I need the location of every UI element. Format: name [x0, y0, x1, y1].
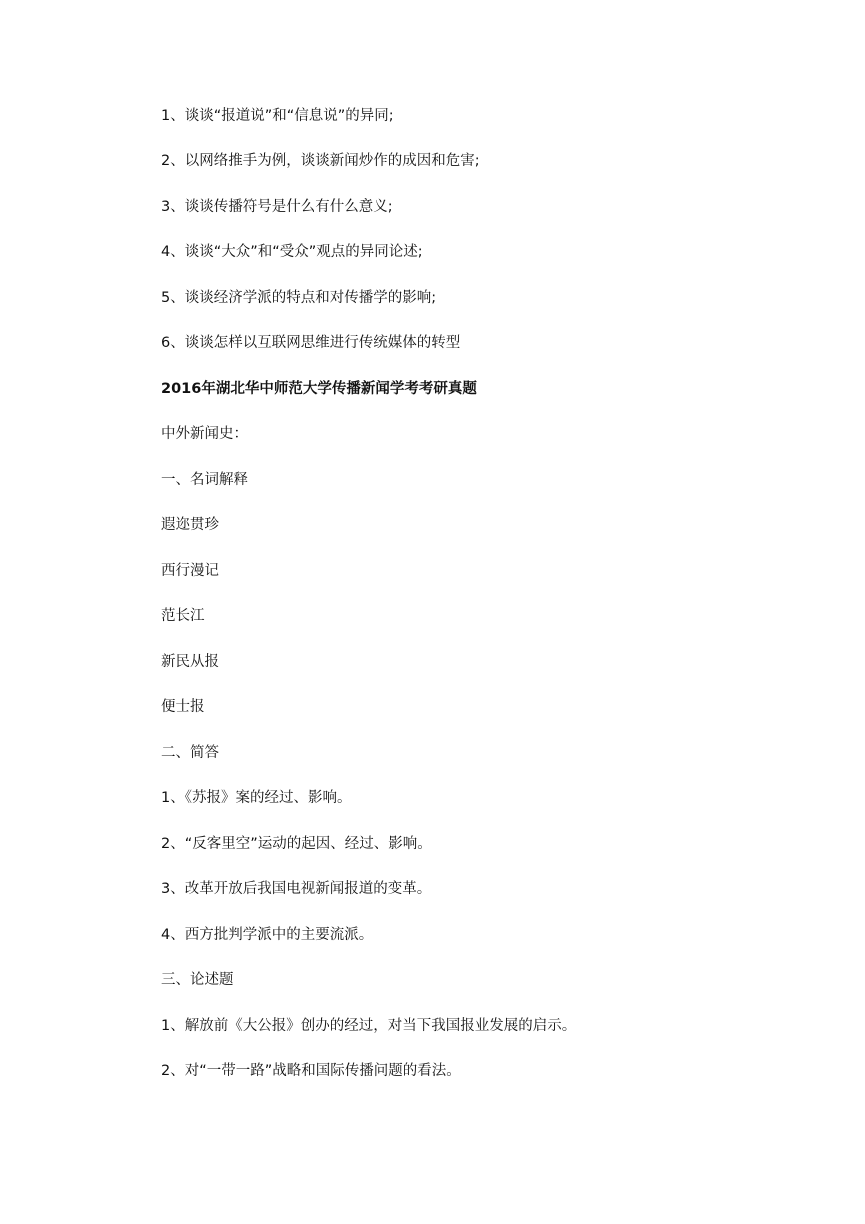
question-1: 1、谈谈“报道说”和“信息说”的异同;	[161, 108, 394, 124]
question-4: 4、谈谈“大众”和“受众”观点的异同论述;	[161, 244, 423, 260]
section-title-short-answer: 二、简答	[161, 745, 219, 761]
exam-heading: 2016年湖北华中师范大学传播新闻学考考研真题	[161, 381, 477, 397]
short-answer-item: 3、改革开放后我国电视新闻报道的变革。	[161, 881, 432, 897]
term-item: 范长江	[161, 608, 205, 624]
question-5: 5、谈谈经济学派的特点和对传播学的影响;	[161, 290, 437, 306]
section-title-terms: 一、名词解释	[161, 472, 248, 488]
term-item: 便士报	[161, 699, 205, 715]
question-2: 2、以网络推手为例，谈谈新闻炒作的成因和危害;	[161, 153, 480, 169]
question-3: 3、谈谈传播符号是什么有什么意义;	[161, 199, 393, 215]
short-answer-item: 2、“反客里空”运动的起因、经过、影响。	[161, 836, 432, 852]
term-item: 遐迩贯珍	[161, 517, 219, 533]
section-title-essay: 三、论述题	[161, 972, 234, 988]
short-answer-item: 4、西方批判学派中的主要流派。	[161, 927, 374, 943]
question-6: 6、谈谈怎样以互联网思维进行传统媒体的转型	[161, 335, 461, 351]
essay-item: 2、对“一带一路”战略和国际传播问题的看法。	[161, 1063, 461, 1079]
term-item: 新民从报	[161, 654, 219, 670]
essay-item: 1、解放前《大公报》创办的经过，对当下我国报业发展的启示。	[161, 1018, 577, 1034]
subject-label: 中外新闻史：	[161, 426, 248, 442]
term-item: 西行漫记	[161, 563, 219, 579]
short-answer-item: 1、《苏报》案的经过、影响。	[161, 790, 352, 806]
